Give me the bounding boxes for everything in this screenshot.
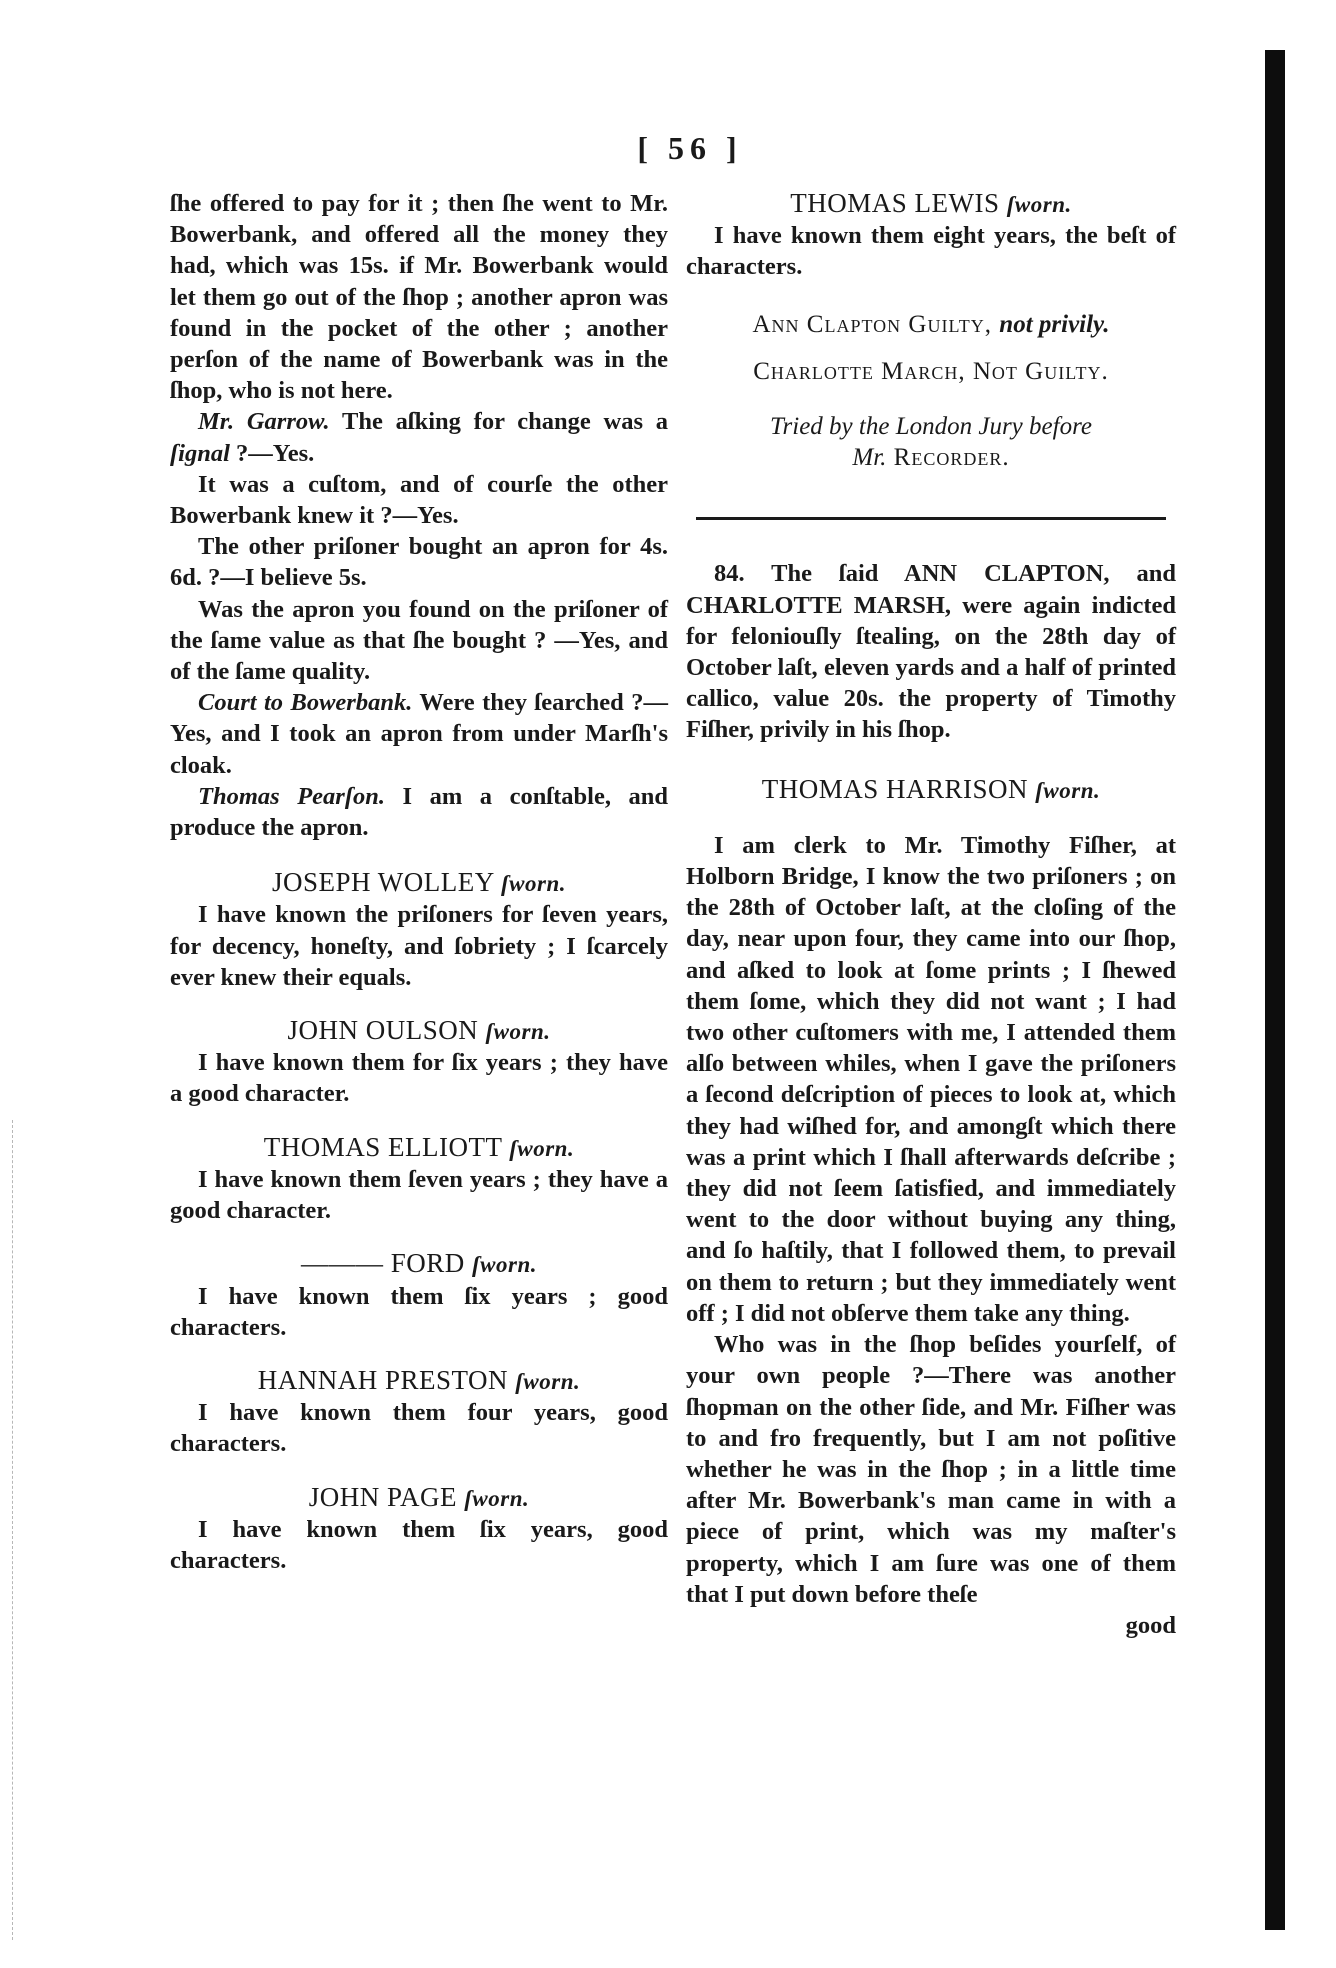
catchword: good (1125, 1611, 1176, 1639)
witness-testimony: I am clerk to Mr. Timothy Fiſher, at Holborn Bridge, I know the two priſoners ; on the 28th of October laſt, at the cloſing of the day, near upon four, they came into our ſhop, and aſked to look at ſome prints ; I ſhewed them ſome, which they did not want ; I had two other cuſtomers with me, I attended them alſo between whiles, when I gave the priſoners a ſecond deſcription of pieces to look at, which they had wiſhed for, and amongſt which there was a print which I ſhall afterwards deſcribe ; they did not ſeem ſatisfied, and immediately went to the door without buying any thing, and ſo haſtily, that I followed them, to prevail on them to return ; but they immediately went off ; I did not obſerve them take any thing. (686, 831, 1176, 1327)
book-spine-shadow (1265, 50, 1285, 1930)
witness-heading: HANNAH PRESTON ſworn. (257, 1364, 581, 1395)
witness-testimony: I have known them ſix years ; good characters. (170, 1282, 668, 1341)
witness-heading: THOMAS ELLIOTT ſworn. (263, 1131, 575, 1162)
page-edge-marks (12, 1120, 43, 1940)
speaker: Thomas Pearſon. (198, 782, 385, 810)
emphasis: ſignal (170, 439, 230, 467)
section-divider (696, 517, 1166, 520)
speaker: Court to Bowerbank. (198, 689, 413, 717)
paragraph-text: The aſking for change was a (329, 408, 668, 436)
jury-note: Tried by the London Jury before (770, 413, 1092, 441)
witness-heading: JOHN OULSON ſworn. (287, 1015, 551, 1046)
paragraph (170, 406, 668, 468)
speaker: Mr. Garrow. (198, 408, 330, 436)
witness-testimony: I have known them for ſix years ; they have a good character. (170, 1049, 668, 1108)
witness-heading: THOMAS LEWIS ſworn. (790, 188, 1072, 218)
witness-heading: JOSEPH WOLLEY ſworn. (272, 867, 566, 898)
witness-testimony: I have known them ſeven years ; they have a good character. (170, 1165, 668, 1225)
paragraph (170, 781, 668, 843)
right-column (686, 188, 1176, 1641)
page-number: [ 56 ] (637, 130, 743, 166)
witness-heading: ——— FORD ſworn. (300, 1248, 538, 1279)
case-paragraph: 84. The ſaid ANN CLAPTON, and CHARLOTTE MARSH, were again indicted for feloniouſly ſtealing, on the 28th day of October laſt, eleven yards and a half of printed callico, value 20s. the property of Timothy Fiſher, privily in his ſhop. (686, 560, 1176, 744)
paragraph: ſhe offered to pay for it ; then ſhe went to Mr. Bowerbank, and offered all the money they had, which was 15s. if Mr. Bowerbank would let them go out of the ſhop ; another apron was found in the pocket of the other ; another perſon of the name of Bowerbank was in the ſhop, who is not here. (170, 190, 668, 405)
witness-testimony: I have known them ſix years, good characters. (170, 1515, 668, 1574)
paragraph-text: ?—Yes. (229, 439, 315, 467)
left-column (170, 188, 668, 1576)
witness-heading: THOMAS HARRISON ſworn. (761, 773, 1101, 804)
paragraph: It was a cuſtom, and of courſe the other Bowerbank knew it ?—Yes. (170, 470, 668, 530)
witness-testimony: I have known them four years, good characters. (170, 1399, 668, 1458)
witness-testimony: I have known them eight years, the beſt of characters. (686, 222, 1176, 281)
paragraph: Who was in the ſhop beſides yourſelf, of your own people ?—There was another ſhopman on the other ſide, and Mr. Fiſher was to and fro frequently, but I am not poſitive whether he was in the ſhop ; in a little time after Mr. Bowerbank's man came in with a piece of print, which was my maſter's property, which I am ſure was one of them that I put down before theſe (686, 1331, 1176, 1608)
paragraph: Was the apron you found on the priſoner of the ſame value as that ſhe bought ? —Yes, and of the ſame quality. (170, 595, 668, 686)
witness-heading: JOHN PAGE ſworn. (308, 1481, 530, 1512)
paragraph: The other priſoner bought an apron for 4s. 6d. ?—I believe 5s. (170, 533, 668, 592)
verdict-line: Charlotte March, Not Guilty. (753, 357, 1109, 385)
verdict-line: Ann Clapton Guilty, not privily. (752, 310, 1110, 338)
paragraph-text: Were they ſearched ?—Yes, and I took an apron from under Marſh's cloak. (170, 689, 668, 779)
paragraph-text: I am a conſtable, and produce the apron. (170, 782, 668, 842)
jury-note: Mr. Recorder. (852, 444, 1010, 472)
paragraph (170, 687, 668, 781)
witness-testimony: I have known the priſoners for ſeven years, for decency, honeſty, and ſobriety ; I ſcarcely ever knew their equals. (170, 901, 668, 991)
